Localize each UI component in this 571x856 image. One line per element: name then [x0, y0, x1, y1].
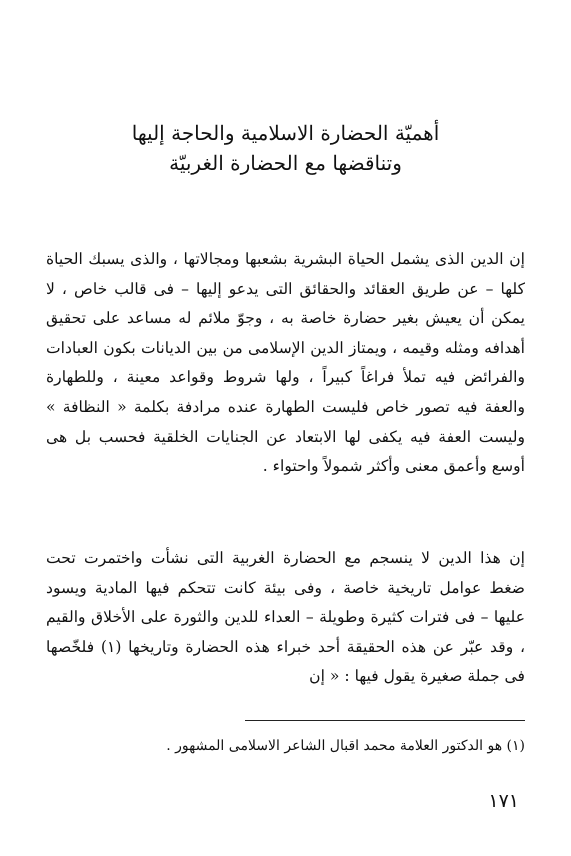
paragraph-2 — [46, 544, 525, 692]
footnote-separator — [245, 720, 525, 721]
chapter-title — [40, 118, 531, 178]
chapter-title-line-2: وتناقضها مع الحضارة الغربيّة — [169, 151, 402, 175]
paragraph-1-text: إن الدين الذى يشمل الحياة البشرية بشعبها ومجالاتها ، والذى يسبك الحياة كلها – عن طريق العقائد والحقائق التى يدعو إليها – فى قالب خاص ، لا يمكن أن يعيش بغير حضارة خاصة به ، وجوّ ملائم له مساعد على تحقيق أهدافه ومثله وقيمه ، ويمتاز الدين الإسلامى من بين الديانات بكون العبادات والفرائض فيه تملأ فراغاً كبيراً ، ولها شروط وقواعد معينة ، وللطهارة والعفة فيه تصور خاص فليست الطهارة عنده مرادفة بكلمة « النظافة » وليست العفة فيه يكفى لها الابتعاد عن الجنايات الخلقية فحسب بل هى أوسع وأعمق معنى وأكثر شمولاً واحتواء . — [46, 250, 525, 476]
paragraph-2-text: إن هذا الدين لا ينسجم مع الحضارة الغربية التى نشأت واختمرت تحت ضغط عوامل تاريخية خاصة ، وفى بيئة كانت تتحكم فيها المادية ويسود عليها – فى فترات كثيرة وطويلة – العداء للدين والثورة على الأخلاق والقيم ، وقد عبّر عن هذه الحقيقة أحد خبراء هذه الحضارة وتاريخها (١) فلخّصها فى جملة صغيرة يقول فيها : « إن — [46, 549, 525, 686]
chapter-title-line-1: أهميّة الحضارة الاسلامية والحاجة إليها — [131, 121, 440, 145]
page-number: ١٧١ — [488, 790, 519, 812]
footnote: (١) هو الدكتور العلامة محمد اقبال الشاعر الاسلامى المشهور . — [166, 738, 525, 754]
paragraph-1 — [46, 245, 525, 482]
